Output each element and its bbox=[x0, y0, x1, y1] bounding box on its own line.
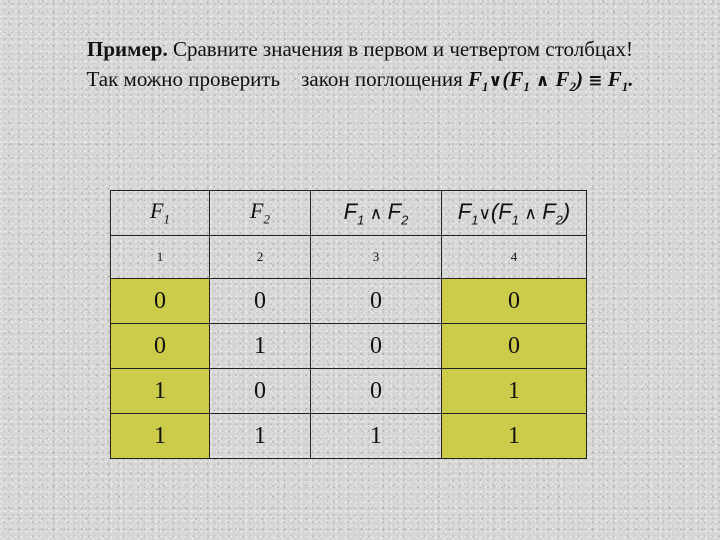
instruction-text: Сравните значения в первом и четвертом столбцах! bbox=[167, 37, 633, 61]
header-f2: $F_2$ bbox=[210, 191, 311, 236]
header-f1-and-f2: $F_1$ ∧ $F_2$ bbox=[311, 191, 442, 236]
table-row bbox=[111, 414, 587, 459]
column-number: 1 bbox=[111, 236, 210, 279]
header-line-1 bbox=[0, 34, 720, 64]
cell-f1: 1 bbox=[111, 369, 210, 414]
header-line-2 bbox=[0, 64, 720, 102]
column-number: 3 bbox=[311, 236, 442, 279]
column-number: 2 bbox=[210, 236, 311, 279]
cell-absorption: 0 bbox=[442, 324, 587, 369]
cell-f1: 0 bbox=[111, 279, 210, 324]
column-number-row bbox=[111, 236, 587, 279]
cell-f2: 1 bbox=[210, 414, 311, 459]
absorption-formula: $F_1\vee(F_1$ ∧ $F_2) \equiv F_1$. bbox=[468, 67, 634, 95]
cell-f1: 1 bbox=[111, 414, 210, 459]
cell-f2: 0 bbox=[210, 369, 311, 414]
cell-f1-and-f2: 0 bbox=[311, 369, 442, 414]
cell-f2: 1 bbox=[210, 324, 311, 369]
table-row bbox=[111, 324, 587, 369]
cell-absorption: 1 bbox=[442, 414, 587, 459]
table-row bbox=[111, 369, 587, 414]
cell-f2: 0 bbox=[210, 279, 311, 324]
cell-absorption: 1 bbox=[442, 369, 587, 414]
cell-f1-and-f2: 1 bbox=[311, 414, 442, 459]
law-text: Так можно проверить закон поглощения bbox=[86, 67, 469, 91]
truth-table bbox=[110, 190, 587, 459]
cell-f1-and-f2: 0 bbox=[311, 324, 442, 369]
cell-f1-and-f2: 0 bbox=[311, 279, 442, 324]
cell-f1: 0 bbox=[111, 324, 210, 369]
header-absorption: $F_1\vee(F_1$ ∧ $F_2$) bbox=[442, 191, 587, 236]
slide-header bbox=[0, 34, 720, 102]
example-label: Пример. bbox=[87, 37, 168, 61]
table-header-row bbox=[111, 191, 587, 236]
cell-absorption: 0 bbox=[442, 279, 587, 324]
table-row bbox=[111, 279, 587, 324]
column-number: 4 bbox=[442, 236, 587, 279]
header-f1: $F_1$ bbox=[111, 191, 210, 236]
